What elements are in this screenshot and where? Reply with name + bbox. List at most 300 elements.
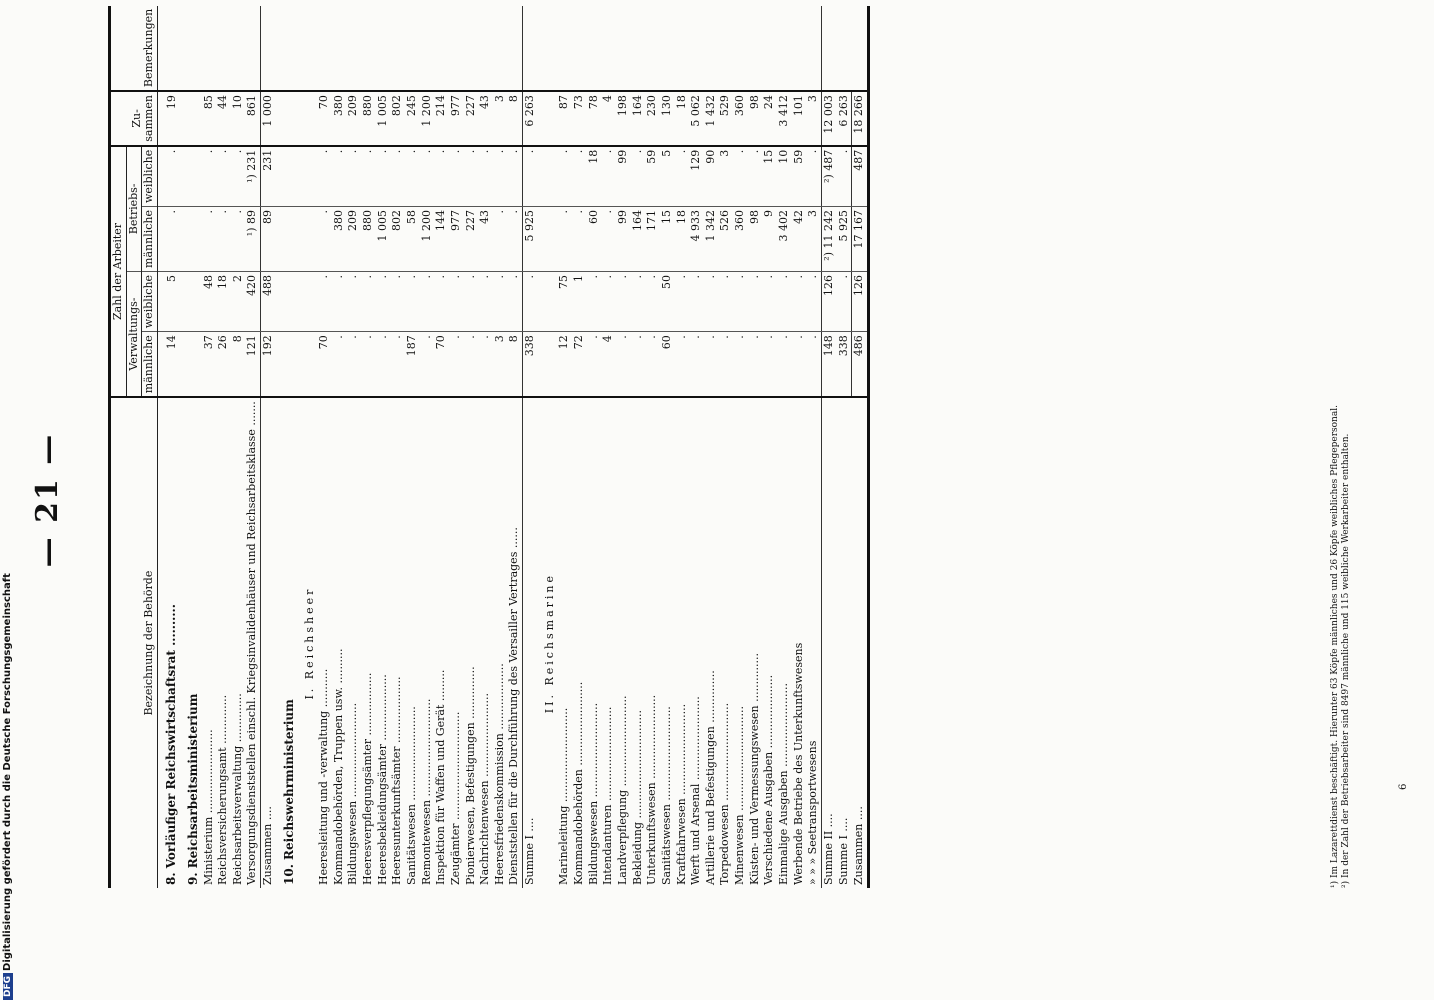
admin-female-cell: . xyxy=(704,271,719,331)
total-cell: 164 xyxy=(631,91,646,146)
total-cell: 12 003 xyxy=(821,91,836,146)
operation-female-cell: . xyxy=(346,146,361,207)
operation-male-cell: 99 xyxy=(616,207,631,272)
admin-female-cell: . xyxy=(405,271,420,331)
total-cell: 3 xyxy=(493,91,508,146)
operation-male-cell: 227 xyxy=(464,207,479,272)
operation-male-cell: 3 402 xyxy=(777,207,792,272)
remark-cell xyxy=(538,6,558,91)
admin-male-cell: 3 xyxy=(493,332,508,397)
remark-cell xyxy=(762,6,777,91)
remark-cell xyxy=(231,6,246,91)
admin-male-cell: . xyxy=(478,332,493,397)
remark-cell xyxy=(180,6,202,91)
operation-male-cell: 380 xyxy=(332,207,347,272)
row-name: Minenwesen .............................. xyxy=(733,705,747,885)
row-name: Dienststellen für die Durchführung des Versailler Vertrages ...... xyxy=(507,527,521,885)
admin-female-cell: . xyxy=(346,271,361,331)
remark-cell xyxy=(376,6,391,91)
admin-male-cell: . xyxy=(675,332,690,397)
operation-female-cell: . xyxy=(405,146,420,207)
operation-female-cell: . xyxy=(332,146,347,207)
table-row xyxy=(245,6,260,888)
row-name: Einmalige Ausgaben ........................ xyxy=(777,682,791,885)
table-row xyxy=(601,6,616,888)
admin-female-cell: . xyxy=(762,271,777,331)
remark-cell xyxy=(792,6,807,91)
admin-male-cell: . xyxy=(806,332,821,397)
table-row xyxy=(261,6,276,888)
row-name: Torpedowesen ............................ xyxy=(718,702,732,885)
admin-male-cell: 60 xyxy=(660,332,675,397)
operation-male-cell: 18 xyxy=(675,207,690,272)
row-name: Heeresleitung und -verwaltung ........... xyxy=(317,668,331,885)
table-row xyxy=(376,6,391,888)
total-cell: 230 xyxy=(645,91,660,146)
total-cell: 70 xyxy=(317,91,332,146)
row-name: Sanitätswesen ........................... xyxy=(405,706,418,885)
total-cell xyxy=(298,91,318,146)
table-row xyxy=(216,6,231,888)
operation-female-cell: 487 xyxy=(852,146,869,207)
operation-male-cell: . xyxy=(231,207,246,272)
total-cell: 214 xyxy=(434,91,449,146)
total-cell: 4 xyxy=(601,91,616,146)
table-row xyxy=(806,6,821,888)
admin-male-cell: . xyxy=(704,332,719,397)
designation-header: Bezeichnung der Behörde xyxy=(110,397,158,888)
operation-male-cell: 15 xyxy=(660,207,675,272)
operation-male-cell: 58 xyxy=(405,207,420,272)
table-row xyxy=(660,6,675,888)
operation-female-cell: . xyxy=(390,146,405,207)
row-name: Verschiedene Ausgaben ..................... xyxy=(762,674,776,885)
operation-female-cell: . xyxy=(317,146,332,207)
admin-male-cell: 486 xyxy=(852,332,869,397)
remark-cell xyxy=(718,6,733,91)
row-name: Kommandobehörden, Truppen usw. .......... xyxy=(331,648,345,885)
admin-female-cell xyxy=(298,271,318,331)
total-cell: 19 xyxy=(157,91,179,146)
admin-female-cell: . xyxy=(792,271,807,331)
total-cell: 1 000 xyxy=(261,91,276,146)
admin-female-cell: . xyxy=(645,271,660,331)
table-row xyxy=(557,6,572,888)
row-name: Bildungswesen ........................... xyxy=(586,702,600,885)
operation-male-cell: ¹) 89 xyxy=(245,207,260,272)
admin-female-cell: . xyxy=(523,271,538,331)
total-cell: 1 005 xyxy=(376,91,391,146)
table-row xyxy=(689,6,704,888)
operation-female-cell xyxy=(276,146,298,207)
table-row xyxy=(405,6,420,888)
table-row xyxy=(616,6,631,888)
row-name: Werft und Arsenal ........................ xyxy=(689,696,703,885)
operation-female-cell: ²) 487 xyxy=(821,146,836,207)
row-name: Landverpflegung .......................... xyxy=(615,695,629,885)
admin-female-cell: 488 xyxy=(261,271,276,331)
total-cell: 3 xyxy=(806,91,821,146)
row-name: Zusammen .... xyxy=(261,397,276,888)
table-row xyxy=(572,6,587,888)
row-name: Küsten- und Vermessungswesen .............. xyxy=(747,652,761,885)
operation-male-cell: 164 xyxy=(631,207,646,272)
total-cell: 85 xyxy=(202,91,217,146)
total-cell: 43 xyxy=(478,91,493,146)
total-cell: 861 xyxy=(245,91,260,146)
admin-male-cell: 12 xyxy=(557,332,572,397)
admin-male-cell: . xyxy=(689,332,704,397)
admin-female-cell: . xyxy=(493,271,508,331)
operation-male-cell: 43 xyxy=(478,207,493,272)
admin-male-header: männliche xyxy=(142,332,158,397)
operation-male-cell: 144 xyxy=(434,207,449,272)
remark-cell xyxy=(449,6,464,91)
admin-female-cell: . xyxy=(449,271,464,331)
total-cell: 360 xyxy=(733,91,748,146)
admin-female-cell: . xyxy=(587,271,602,331)
admin-male-cell: . xyxy=(376,332,391,397)
operation-female-cell: . xyxy=(478,146,493,207)
operation-female-cell: . xyxy=(231,146,246,207)
total-cell: 18 xyxy=(675,91,690,146)
admin-male-cell: . xyxy=(464,332,479,397)
total-cell: 1 200 xyxy=(420,91,435,146)
row-name: » » » Seetransportwesens xyxy=(806,740,820,885)
operation-male-cell: . xyxy=(157,207,179,272)
row-name: 10. Reichswehrministerium xyxy=(281,699,296,885)
admin-female-cell: . xyxy=(616,271,631,331)
row-name: 9. Reichsarbeitsministerium xyxy=(185,693,200,885)
operation-female-cell: 59 xyxy=(792,146,807,207)
remark-cell xyxy=(434,6,449,91)
table-row xyxy=(587,6,602,888)
row-name: Heeresfriedenskommission ................... xyxy=(492,663,506,885)
row-name: Remontewesen ............................ xyxy=(419,698,433,885)
admin-male-cell: . xyxy=(733,332,748,397)
operation-male-cell xyxy=(298,207,318,272)
operation-male-cell: . xyxy=(216,207,231,272)
dfg-logo: DFG xyxy=(3,973,13,1000)
operation-male-cell: 360 xyxy=(733,207,748,272)
admin-male-cell: 121 xyxy=(245,332,260,397)
admin-female-cell: 126 xyxy=(821,271,836,331)
row-name: Summe I .... xyxy=(837,817,851,885)
remarks-header: Bemerkungen xyxy=(110,6,158,91)
row-name: Heeresbekleidungsämter ................... xyxy=(375,674,389,885)
table-row xyxy=(748,6,763,888)
admin-male-cell: 4 xyxy=(601,332,616,397)
admin-female-cell: . xyxy=(601,271,616,331)
admin-male-cell: . xyxy=(420,332,435,397)
table-row xyxy=(202,6,217,888)
table-row xyxy=(538,6,558,888)
remark-cell xyxy=(405,6,420,91)
operation-male-cell xyxy=(180,207,202,272)
operation-male-cell: 526 xyxy=(718,207,733,272)
table-row xyxy=(180,6,202,888)
operation-female-cell: . xyxy=(572,146,587,207)
table-row xyxy=(346,6,361,888)
operation-group-header: Betriebs- xyxy=(126,146,142,272)
total-cell: 529 xyxy=(718,91,733,146)
total-cell: 6 263 xyxy=(837,91,852,146)
remark-cell xyxy=(733,6,748,91)
table-row xyxy=(493,6,508,888)
remark-cell xyxy=(704,6,719,91)
table-row xyxy=(718,6,733,888)
operation-male-cell: . xyxy=(493,207,508,272)
operation-male-cell: 171 xyxy=(645,207,660,272)
operation-male-cell xyxy=(538,207,558,272)
operation-male-cell: 880 xyxy=(361,207,376,272)
admin-female-cell: 48 xyxy=(202,271,217,331)
operation-male-cell: . xyxy=(317,207,332,272)
row-name: Heeresverpflegungsämter .................. xyxy=(361,672,375,885)
admin-female-cell: 1 xyxy=(572,271,587,331)
admin-male-cell: 70 xyxy=(434,332,449,397)
remark-cell xyxy=(557,6,572,91)
table-row xyxy=(420,6,435,888)
remark-cell xyxy=(523,6,538,91)
total-cell: 1 432 xyxy=(704,91,719,146)
admin-male-cell: . xyxy=(361,332,376,397)
table-row xyxy=(317,6,332,888)
remark-cell xyxy=(332,6,347,91)
admin-female-cell: . xyxy=(332,271,347,331)
operation-female-cell: 10 xyxy=(777,146,792,207)
operation-female-cell xyxy=(298,146,318,207)
funding-note xyxy=(2,0,13,1000)
table-row xyxy=(704,6,719,888)
table-row xyxy=(464,6,479,888)
admin-female-cell: . xyxy=(675,271,690,331)
count-group-header: Zahl der Arbeiter xyxy=(110,146,127,397)
total-cell: 8 xyxy=(507,91,522,146)
remark-cell xyxy=(507,6,522,91)
remark-cell xyxy=(572,6,587,91)
row-name: Inspektion für Waffen und Gerät ......... xyxy=(434,669,448,885)
signature-mark: 6 xyxy=(1398,783,1409,790)
admin-male-cell: 8 xyxy=(231,332,246,397)
operation-female-cell: . xyxy=(376,146,391,207)
operation-male-cell: 17 167 xyxy=(852,207,869,272)
admin-female-cell: 126 xyxy=(852,271,869,331)
remark-cell xyxy=(748,6,763,91)
admin-female-cell: 5 xyxy=(157,271,179,331)
admin-male-cell: 37 xyxy=(202,332,217,397)
total-cell: 73 xyxy=(572,91,587,146)
admin-male-cell xyxy=(538,332,558,397)
row-name: Nachrichtenwesen ........................ xyxy=(478,692,492,885)
admin-male-cell: 70 xyxy=(317,332,332,397)
footnotes xyxy=(1330,128,1353,888)
total-cell: 209 xyxy=(346,91,361,146)
operation-female-cell: . xyxy=(157,146,179,207)
admin-female-cell: . xyxy=(317,271,332,331)
remark-cell xyxy=(837,6,852,91)
admin-male-cell: . xyxy=(792,332,807,397)
operation-male-cell: 5 925 xyxy=(523,207,538,272)
table-row xyxy=(361,6,376,888)
operation-female-cell: 59 xyxy=(645,146,660,207)
operation-male-cell: 98 xyxy=(748,207,763,272)
table-row xyxy=(852,6,869,888)
operation-female-cell: . xyxy=(631,146,646,207)
row-name: Reichsarbeitsverwaltung .............. xyxy=(230,693,244,885)
table-row xyxy=(157,6,179,888)
total-cell: 802 xyxy=(390,91,405,146)
operation-female-cell xyxy=(538,146,558,207)
admin-female-cell: . xyxy=(478,271,493,331)
total-cell: 198 xyxy=(616,91,631,146)
admin-female-cell: 420 xyxy=(245,271,260,331)
operation-female-cell: 231 xyxy=(261,146,276,207)
operation-female-cell: 90 xyxy=(704,146,719,207)
row-name: Versorgungsdienststellen einschl. Kriegsinvalidenhäuser und Reichsarbeitsklasse ....... xyxy=(245,401,259,885)
operation-male-cell: 42 xyxy=(792,207,807,272)
operation-male-cell: ²) 11 242 xyxy=(821,207,836,272)
operation-female-cell: . xyxy=(507,146,522,207)
row-name: I. Reichsheer xyxy=(302,586,316,700)
table-row xyxy=(675,6,690,888)
operation-male-cell: . xyxy=(601,207,616,272)
table-row xyxy=(777,6,792,888)
admin-female-cell: . xyxy=(806,271,821,331)
admin-male-cell: 187 xyxy=(405,332,420,397)
remark-cell xyxy=(587,6,602,91)
admin-group-header: Verwaltungs- xyxy=(126,271,142,397)
total-cell: 87 xyxy=(557,91,572,146)
total-cell: 101 xyxy=(792,91,807,146)
remark-cell xyxy=(821,6,836,91)
operation-female-cell: . xyxy=(523,146,538,207)
row-name: Zeugämter ............................... xyxy=(448,711,462,885)
row-name: II. Reichsmarine xyxy=(542,572,556,714)
operation-female-cell: 99 xyxy=(616,146,631,207)
admin-female-cell: 2 xyxy=(231,271,246,331)
admin-female-cell: . xyxy=(837,271,852,331)
admin-female-cell: . xyxy=(434,271,449,331)
row-name: Intendanturen ........................... xyxy=(601,706,615,885)
row-name: Zusammen .... xyxy=(852,806,866,885)
admin-male-cell: 338 xyxy=(837,332,852,397)
funding-note-text: Digitalisierung gefördert durch die Deutsche Forschungsgemeinschaft xyxy=(2,573,13,971)
row-name: Heeresunterkunftsämter ................... xyxy=(390,676,404,885)
remark-cell xyxy=(464,6,479,91)
total-cell: 3 412 xyxy=(777,91,792,146)
operation-female-cell: 18 xyxy=(587,146,602,207)
admin-male-cell: . xyxy=(332,332,347,397)
remark-cell xyxy=(202,6,217,91)
total-cell: 18 266 xyxy=(852,91,869,146)
operation-female-cell xyxy=(180,146,202,207)
statistics-table-wrapper xyxy=(108,8,1348,888)
operation-male-cell: 5 925 xyxy=(837,207,852,272)
row-name: Kraftfahrwesen .......................... xyxy=(674,703,688,885)
operation-female-cell: 5 xyxy=(660,146,675,207)
row-name: Artillerie und Befestigungen ............... xyxy=(703,670,717,885)
admin-male-cell: 148 xyxy=(821,332,836,397)
operation-male-cell: 4 933 xyxy=(689,207,704,272)
remark-cell xyxy=(631,6,646,91)
operation-male-cell xyxy=(276,207,298,272)
footnote-1: ¹) Im Lazarettdienst beschäftigt. Hierunter 63 Köpfe männliches und 26 Köpfe weibliches Pflegepersonal. xyxy=(1330,405,1340,888)
operation-female-cell: . xyxy=(557,146,572,207)
operation-female-cell: 3 xyxy=(718,146,733,207)
remark-cell xyxy=(689,6,704,91)
remark-cell xyxy=(346,6,361,91)
admin-female-cell xyxy=(276,271,298,331)
admin-female-cell: 75 xyxy=(557,271,572,331)
table-row xyxy=(276,6,298,888)
admin-male-cell: 8 xyxy=(507,332,522,397)
total-cell xyxy=(180,91,202,146)
total-cell: 977 xyxy=(449,91,464,146)
total-cell: 6 263 xyxy=(523,91,538,146)
table-row xyxy=(792,6,807,888)
table-row xyxy=(449,6,464,888)
admin-male-cell: . xyxy=(449,332,464,397)
operation-male-cell: . xyxy=(557,207,572,272)
operation-female-cell: . xyxy=(202,146,217,207)
operation-male-cell: 1 200 xyxy=(420,207,435,272)
operation-male-cell: . xyxy=(507,207,522,272)
admin-female-cell: . xyxy=(748,271,763,331)
admin-male-cell: . xyxy=(390,332,405,397)
operation-male-cell: . xyxy=(202,207,217,272)
admin-male-cell: 72 xyxy=(572,332,587,397)
operation-female-cell: . xyxy=(493,146,508,207)
admin-female-cell: . xyxy=(733,271,748,331)
row-name: 8. Vorläufiger Reichswirtschaftsrat .......... xyxy=(163,604,178,885)
table-row xyxy=(390,6,405,888)
remark-cell xyxy=(216,6,231,91)
operation-male-cell: 9 xyxy=(762,207,777,272)
admin-female-cell: . xyxy=(420,271,435,331)
admin-male-cell: 192 xyxy=(261,332,276,397)
table-row xyxy=(821,6,836,888)
admin-male-cell: . xyxy=(616,332,631,397)
total-header: Zu-sammen xyxy=(110,91,158,146)
operation-female-header: weibliche xyxy=(142,146,158,207)
table-row xyxy=(507,6,522,888)
row-name: Werbende Betriebe des Unterkunftswesens xyxy=(791,642,805,885)
table-row xyxy=(478,6,493,888)
operation-female-cell: . xyxy=(216,146,231,207)
row-name: Ministerium ........................ xyxy=(201,729,215,885)
total-cell: 245 xyxy=(405,91,420,146)
row-name: Summe I .... xyxy=(523,397,538,888)
admin-male-cell: 14 xyxy=(157,332,179,397)
admin-male-cell xyxy=(276,332,298,397)
table-row xyxy=(231,6,246,888)
table-row xyxy=(523,6,538,888)
admin-female-cell: . xyxy=(507,271,522,331)
operation-female-cell: . xyxy=(675,146,690,207)
table-row xyxy=(631,6,646,888)
operation-female-cell: . xyxy=(449,146,464,207)
admin-female-cell: . xyxy=(361,271,376,331)
table-row xyxy=(762,6,777,888)
admin-female-cell: 18 xyxy=(216,271,231,331)
remark-cell xyxy=(806,6,821,91)
total-cell: 10 xyxy=(231,91,246,146)
table-body xyxy=(157,6,868,888)
admin-male-cell: . xyxy=(762,332,777,397)
row-name: Unterkunftswesen ........................ xyxy=(645,694,659,885)
row-name: Sanitätswesen ........................... xyxy=(659,706,673,885)
